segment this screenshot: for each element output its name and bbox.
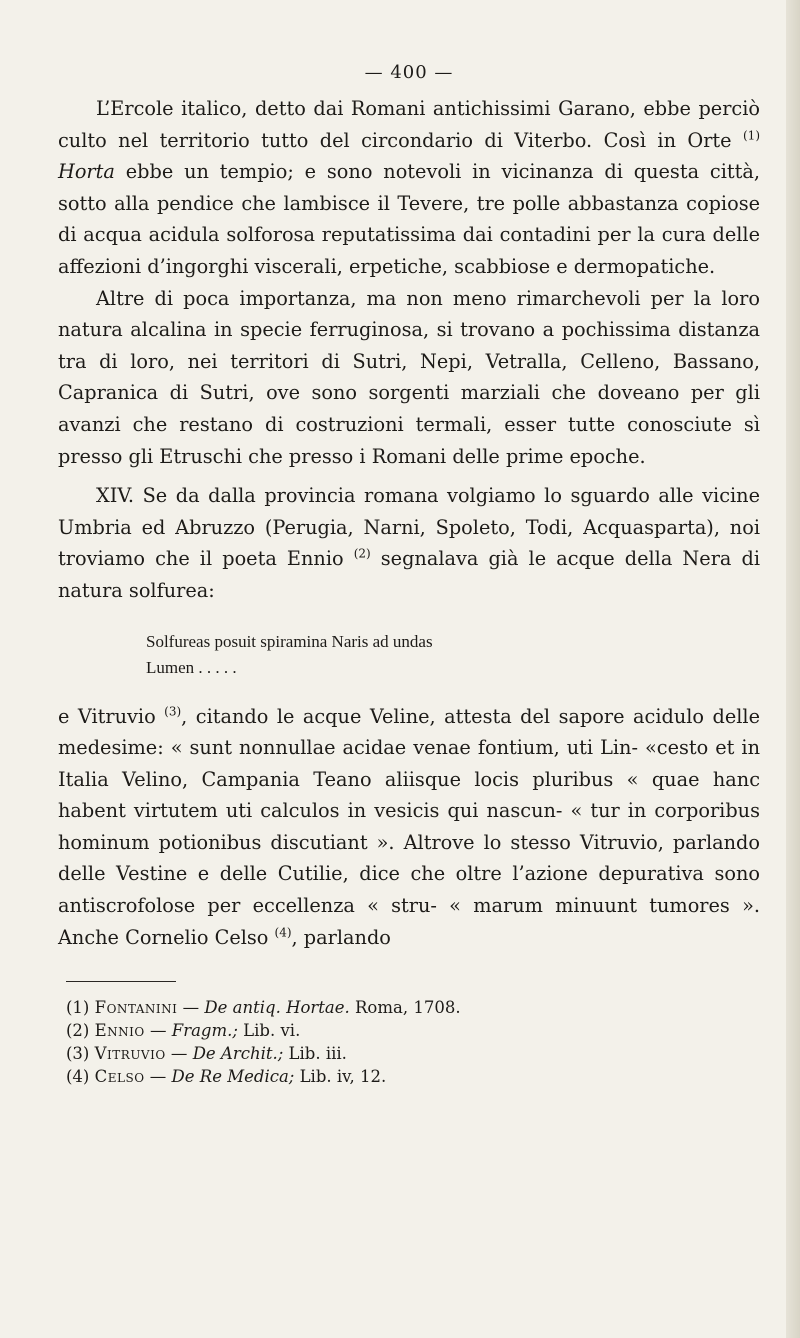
footnote-divider xyxy=(66,981,176,982)
paragraph-text: L’Ercole italico, detto dai Romani antichissimi Garano, ebbe perciò culto nel territorio tutto del circondario di Viterbo. Così in Orte xyxy=(58,97,760,152)
footnote-separator: — xyxy=(177,998,205,1018)
footnote-author: Vitruvio xyxy=(94,1044,166,1064)
footnotes xyxy=(58,996,760,1088)
quote-line-1: Solfureas posuit spiramina Naris ad undas xyxy=(146,631,433,651)
footnote-3 xyxy=(66,1042,760,1065)
footnote-number: (2) xyxy=(66,1021,90,1041)
footnote-title: De antiq. Hortae. xyxy=(204,998,350,1018)
italic-term: Horta xyxy=(58,160,115,184)
footnote-ref-2[interactable]: (2) xyxy=(353,546,371,561)
paragraph-text: ebbe un tempio; e sono notevoli in vicinanza di questa città, sotto alla pendice che lambisce il Tevere, tre polle abbastanza copiose di acqua acidula solforosa reputatissima dai contadini per la cura delle affezioni d’ingorghi viscerali, erpetiche, scabbiose e dermopatiche. xyxy=(58,160,760,278)
footnote-separator: — xyxy=(144,1021,172,1041)
paragraph-ercole xyxy=(58,93,760,283)
footnote-ref-4[interactable]: (4) xyxy=(274,925,292,940)
book-page xyxy=(58,62,760,1088)
footnote-separator: — xyxy=(144,1067,172,1087)
quote-line-2: Lumen . . . . . xyxy=(146,657,237,677)
paragraph-text: segnalava già le acque della Nera di natura solfurea: xyxy=(58,547,760,602)
footnote-rest: Lib. iii. xyxy=(283,1044,347,1064)
paragraph-vitruvio xyxy=(58,701,760,954)
footnote-rest: Lib. vi. xyxy=(237,1021,301,1041)
footnote-2 xyxy=(66,1019,760,1042)
footnote-separator: — xyxy=(165,1044,193,1064)
paragraph-text: , citando le acque Veline, attesta del sapore acidulo delle medesime: « sunt nonnullae acidae venae fontium, uti Lin- «cesto et in Italia Velino, Campania Teano aliisque locis pluribus « quae hanc habent virtutem uti calculos in vesicis qui nascun- « tur in corporibus hominum potionibus discutiant ». Altrove lo stesso Vitruvio, parlando delle Vestine e delle Cutilie, dice che oltre l’azione depurativa sono antiscrofolose per eccellenza « stru- « marum minuunt tumores ». Anche Cornelio Celso xyxy=(58,704,760,949)
footnote-title: Fragm.; xyxy=(171,1021,238,1041)
paragraph-text: XIV. Se da dalla provincia romana volgiamo lo sguardo alle vicine Umbria ed Abruzzo (Perugia, Narni, Spoleto, Todi, Acquasparta), noi troviamo che il poeta Ennio xyxy=(58,484,760,571)
footnote-rest: Roma, 1708. xyxy=(349,998,461,1018)
page-number: — 400 — xyxy=(364,62,454,83)
page-edge-shadow xyxy=(786,0,800,1338)
paragraph-altre: Altre di poca importanza, ma non meno rimarchevoli per la loro natura alcalina in specie ferruginosa, si trovano a pochissima distanza tra di loro, nei territori di Sutri, Nepi, Vetralla, Celleno, Bassano, Capranica di Sutri, ove sono sorgenti marziali che doveano per gli avanzi che restano di costruzioni termali, esser tutte conosciute sì presso gli Etruschi che presso i Romani delle prime epoche. xyxy=(58,286,760,468)
footnote-number: (3) xyxy=(66,1044,90,1064)
paragraph-text: e Vitruvio xyxy=(58,704,165,728)
footnote-title: De Archit.; xyxy=(192,1044,284,1064)
footnote-1 xyxy=(66,996,760,1019)
paragraph-section-xiv xyxy=(58,480,760,606)
footnote-number: (4) xyxy=(66,1067,90,1087)
footnote-author: Ennio xyxy=(94,1021,145,1041)
footnote-author: Celso xyxy=(94,1067,145,1087)
footnote-rest: Lib. iv, 12. xyxy=(294,1067,387,1087)
footnote-author: Fontanini xyxy=(94,998,178,1018)
paragraph-text: , parlando xyxy=(291,925,391,949)
footnote-title: De Re Medica; xyxy=(171,1067,295,1087)
latin-quotation xyxy=(58,629,760,681)
footnote-number: (1) xyxy=(66,998,90,1018)
footnote-ref-1[interactable]: (1) xyxy=(743,128,760,143)
footnote-ref-3[interactable]: (3) xyxy=(164,704,182,719)
footnote-4 xyxy=(66,1065,760,1088)
